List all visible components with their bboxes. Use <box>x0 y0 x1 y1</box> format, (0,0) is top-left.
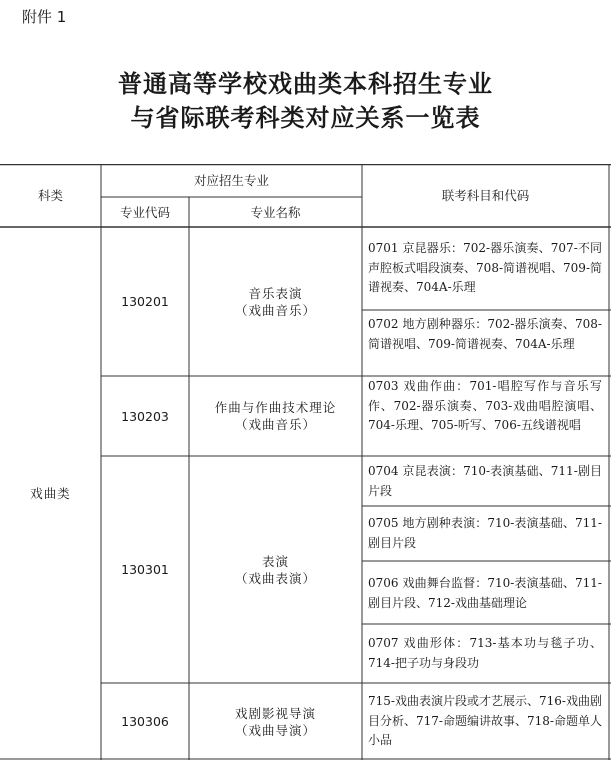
header-major-name: 专业名称 <box>250 204 301 220</box>
attachment-label: 附件 1 <box>22 8 67 26</box>
exam-subject-cell: 0703 戏曲作曲：701-唱腔写作与音乐写作、702-器乐演奏、703-戏曲唱腔演唱、704-乐理、705-听写、706-五线谱视唱 <box>368 379 602 432</box>
header-category: 科类 <box>37 188 63 203</box>
major-name-cell <box>189 227 362 376</box>
correspondence-table <box>0 164 611 760</box>
exam-subject-cell: 0706 戏曲舞台监督：710-表演基础、711-剧目片段、712-戏曲基础理论 <box>368 576 602 610</box>
category-cell: 戏曲类 <box>30 486 71 501</box>
major-name-cell <box>189 376 362 456</box>
major-name-cell <box>189 456 362 683</box>
exam-subject-cell: 0702 地方剧种器乐：702-器乐演奏、708-简谱视唱、709-简谱视奏、704A-乐理 <box>368 317 602 351</box>
major-name: 音乐表演 <box>248 285 303 301</box>
exam-subject-cell: 0705 地方剧种表演：710-表演基础、711-剧目片段 <box>368 516 602 550</box>
exam-subject-cell: 715-戏曲表演片段或才艺展示、716-戏曲剧目分析、717-命题编讲故事、718-命题单人小品 <box>368 694 602 747</box>
header-exam-subjects: 联考科目和代码 <box>441 188 530 203</box>
major-name: 表演 <box>261 553 289 569</box>
header-major-group: 对应招生专业 <box>193 173 269 188</box>
major-direction: （戏曲表演） <box>234 570 316 586</box>
major-direction: （戏曲导演） <box>234 722 316 738</box>
exam-subject-cell: 0704 京昆表演：710-表演基础、711-剧目片段 <box>368 464 602 498</box>
major-code-cell: 130201 <box>121 294 169 309</box>
exam-subject-cell: 0701 京昆器乐：702-器乐演奏、707-不同声腔板式唱段演奏、708-简谱视唱、709-简谱视奏、704A-乐理 <box>368 241 602 294</box>
header-major-code: 专业代码 <box>119 204 170 220</box>
major-name-cell <box>189 683 362 760</box>
major-name: 戏剧影视导演 <box>234 705 316 721</box>
exam-subject-cell: 0707 戏曲形体：713-基本功与毯子功、714-把子功与身段功 <box>368 636 602 670</box>
document-title-line2: 与省际联考科类对应关系一览表 <box>130 103 481 132</box>
major-direction: （戏曲音乐） <box>234 302 316 318</box>
major-code-cell: 130203 <box>121 408 169 424</box>
major-code-cell: 130301 <box>121 562 169 577</box>
document-title-line1: 普通高等学校戏曲类本科招生专业 <box>118 69 493 98</box>
major-name: 作曲与作曲技术理论 <box>214 400 337 415</box>
major-direction: （戏曲音乐） <box>234 417 316 432</box>
major-code-cell: 130306 <box>121 714 169 729</box>
